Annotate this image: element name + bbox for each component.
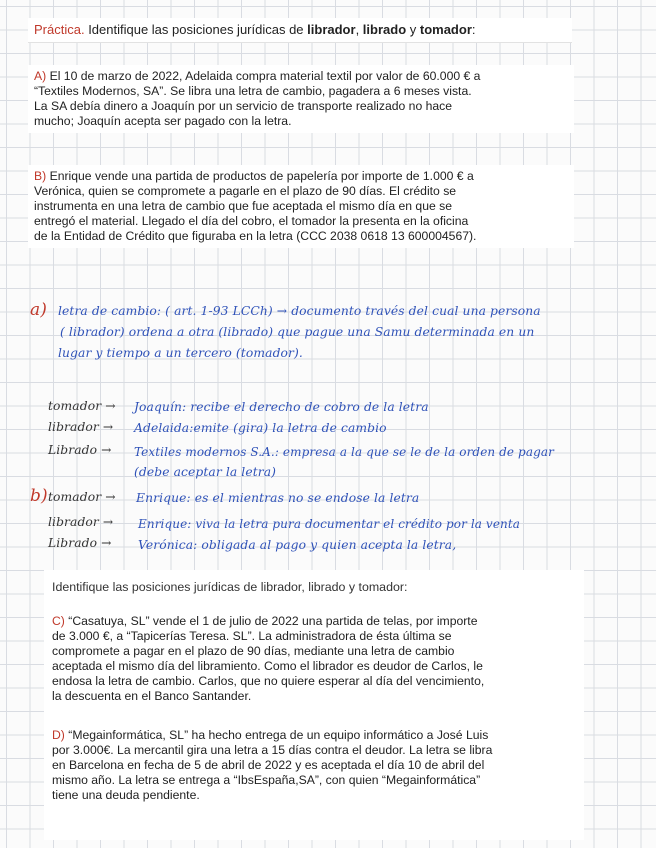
- exercise-c-line-2: de 3.000 €, a “Tapicerías Teresa. SL”. La administradora de ésta última se: [52, 629, 452, 643]
- exercise-b-text-1: Enrique vende una partida de productos de papelería por importe de 1.000 € a: [46, 169, 474, 183]
- note-a-desc-3-extra: (debe aceptar la letra): [134, 465, 277, 479]
- header-and: y: [406, 22, 420, 37]
- section-2: [44, 570, 584, 840]
- section-2-librado: librado: [308, 580, 346, 594]
- practice-label: Práctica.: [34, 22, 85, 37]
- exercise-c-text-1: “Casatuya, SL” vende el 1 de julio de 2022 una partida de telas, por importe: [64, 614, 478, 628]
- exercise-a-line-2: “Textiles Modernos, SA”. Se libra una letra de cambio, pagadera a 6 meses vista.: [34, 84, 472, 98]
- exercise-a-line-3: La SA debía dinero a Joaquín por un servicio de transporte realizado no hace: [34, 99, 453, 113]
- exercise-a-line-1: [34, 69, 568, 84]
- note-a-role-2: librador →: [48, 420, 114, 434]
- note-definition-line-2: ( librador) ordena a otra (librado) que pague una Samu determinada en un: [60, 325, 535, 339]
- note-a-role-1: tomador →: [48, 399, 116, 413]
- exercise-header: [28, 18, 572, 43]
- exercise-d-line-4: mismo año. La letra se entrega a “IbsEspaña,SA”, con quien “Megainformática”: [52, 773, 481, 787]
- exercise-c-line-1: [52, 614, 576, 629]
- note-b-role-2: librador →: [48, 515, 114, 529]
- note-a-desc-1: Joaquín: recibe el derecho de cobro de la letra: [134, 400, 429, 414]
- exercise-d-text-1: “Megainformática, SL” ha hecho entrega de un equipo informático a José Luis: [64, 728, 489, 742]
- exercise-b-label: B): [34, 169, 47, 183]
- exercise-c-label: C): [52, 614, 65, 628]
- note-b-marker: b): [30, 486, 48, 506]
- exercise-a: [28, 65, 574, 133]
- exercise-c-line-5: endosa la letra de cambio. Carlos, que no quiere esperar al día del vencimiento,: [52, 674, 485, 688]
- exercise-d-line-5: tiene una deuda pendiente.: [52, 788, 200, 802]
- exercise-b-line-1: [34, 169, 568, 184]
- note-b-desc-2: Enrique: viva la letra pura documentar el crédito por la venta: [138, 517, 521, 531]
- note-b-role-3: Librado →: [48, 536, 112, 550]
- exercise-b-line-5: de la Entidad de Crédito que figuraba en la letra (CCC 2038 0618 13 600004567).: [34, 229, 477, 243]
- exercise-b-line-4: entregó el material. Llegado el día del cobro, el tomador la presenta en la oficina: [34, 214, 469, 228]
- note-b-desc-1: Enrique: es el mientras no se endose la letra: [136, 491, 420, 505]
- note-definition-line-1: letra de cambio: ( art. 1-93 LCCh) → documento través del cual una persona: [58, 304, 541, 318]
- section-2-comma: ,: [301, 580, 309, 594]
- note-a-desc-3: Textiles modernos S.A.: empresa a la que se le de la orden de pagar: [134, 445, 554, 459]
- note-b-desc-3: Verónica: obligada al pago y quien acepta la letra,: [138, 538, 457, 552]
- exercise-c: [52, 614, 576, 704]
- exercise-d-line-3: en Barcelona en fecha de 5 de abril de 2022 y es aceptada el día 10 de abril del: [52, 758, 485, 772]
- exercise-b: [28, 165, 574, 248]
- header-tomador: tomador: [419, 22, 472, 37]
- exercise-d-line-1: [52, 728, 576, 743]
- note-b-role-1: tomador →: [48, 490, 116, 504]
- section-2-librador: librador: [260, 580, 302, 594]
- section-2-and: y: [345, 580, 359, 594]
- exercise-d-line-2: por 3.000€. La mercantil gira una letra a 15 días contra el deudor. La letra se libra: [52, 743, 493, 757]
- exercise-b-line-2: Verónica, quien se compromete a pagarle en el plazo de 90 días. El crédito se: [34, 184, 457, 198]
- exercise-c-line-6: la descuenta en el Banco Santander.: [52, 689, 252, 703]
- exercise-d: [52, 728, 576, 803]
- note-a-role-3: Librado →: [48, 443, 112, 457]
- header-colon: :: [471, 22, 476, 37]
- section-2-title: [52, 580, 576, 595]
- exercise-d-label: D): [52, 728, 65, 742]
- note-a-desc-2: Adelaida:emite (gira) la letra de cambio: [134, 421, 387, 435]
- exercise-c-line-4: aceptada el mismo día del libramiento. Como el librador es deudor de Carlos, le: [52, 659, 483, 673]
- exercise-b-line-3: instrumenta en una letra de cambio que fue aceptada el mismo día en que se: [34, 199, 453, 213]
- section-2-colon: :: [404, 580, 408, 594]
- header-librador: librador: [307, 22, 356, 37]
- header-title-text: Identifique las posiciones jurídicas de: [84, 22, 308, 37]
- header-comma: ,: [355, 22, 363, 37]
- exercise-a-text-1: El 10 de marzo de 2022, Adelaida compra material textil por valor de 60.000 € a: [46, 69, 481, 83]
- exercise-c-line-3: compromete a pagar en el plazo de 90 días, mediante una letra de cambio: [52, 644, 455, 658]
- section-2-title-text: Identifique las posiciones jurídicas de: [52, 580, 261, 594]
- note-a-marker: a): [30, 300, 47, 320]
- note-definition-line-3: lugar y tiempo a un tercero (tomador).: [58, 346, 303, 360]
- header-librado: librado: [362, 22, 407, 37]
- exercise-a-line-4: mucho; Joaquín acepta ser pagado con la letra.: [34, 114, 292, 128]
- exercise-a-label: A): [34, 69, 47, 83]
- section-2-tomador: tomador: [358, 580, 404, 594]
